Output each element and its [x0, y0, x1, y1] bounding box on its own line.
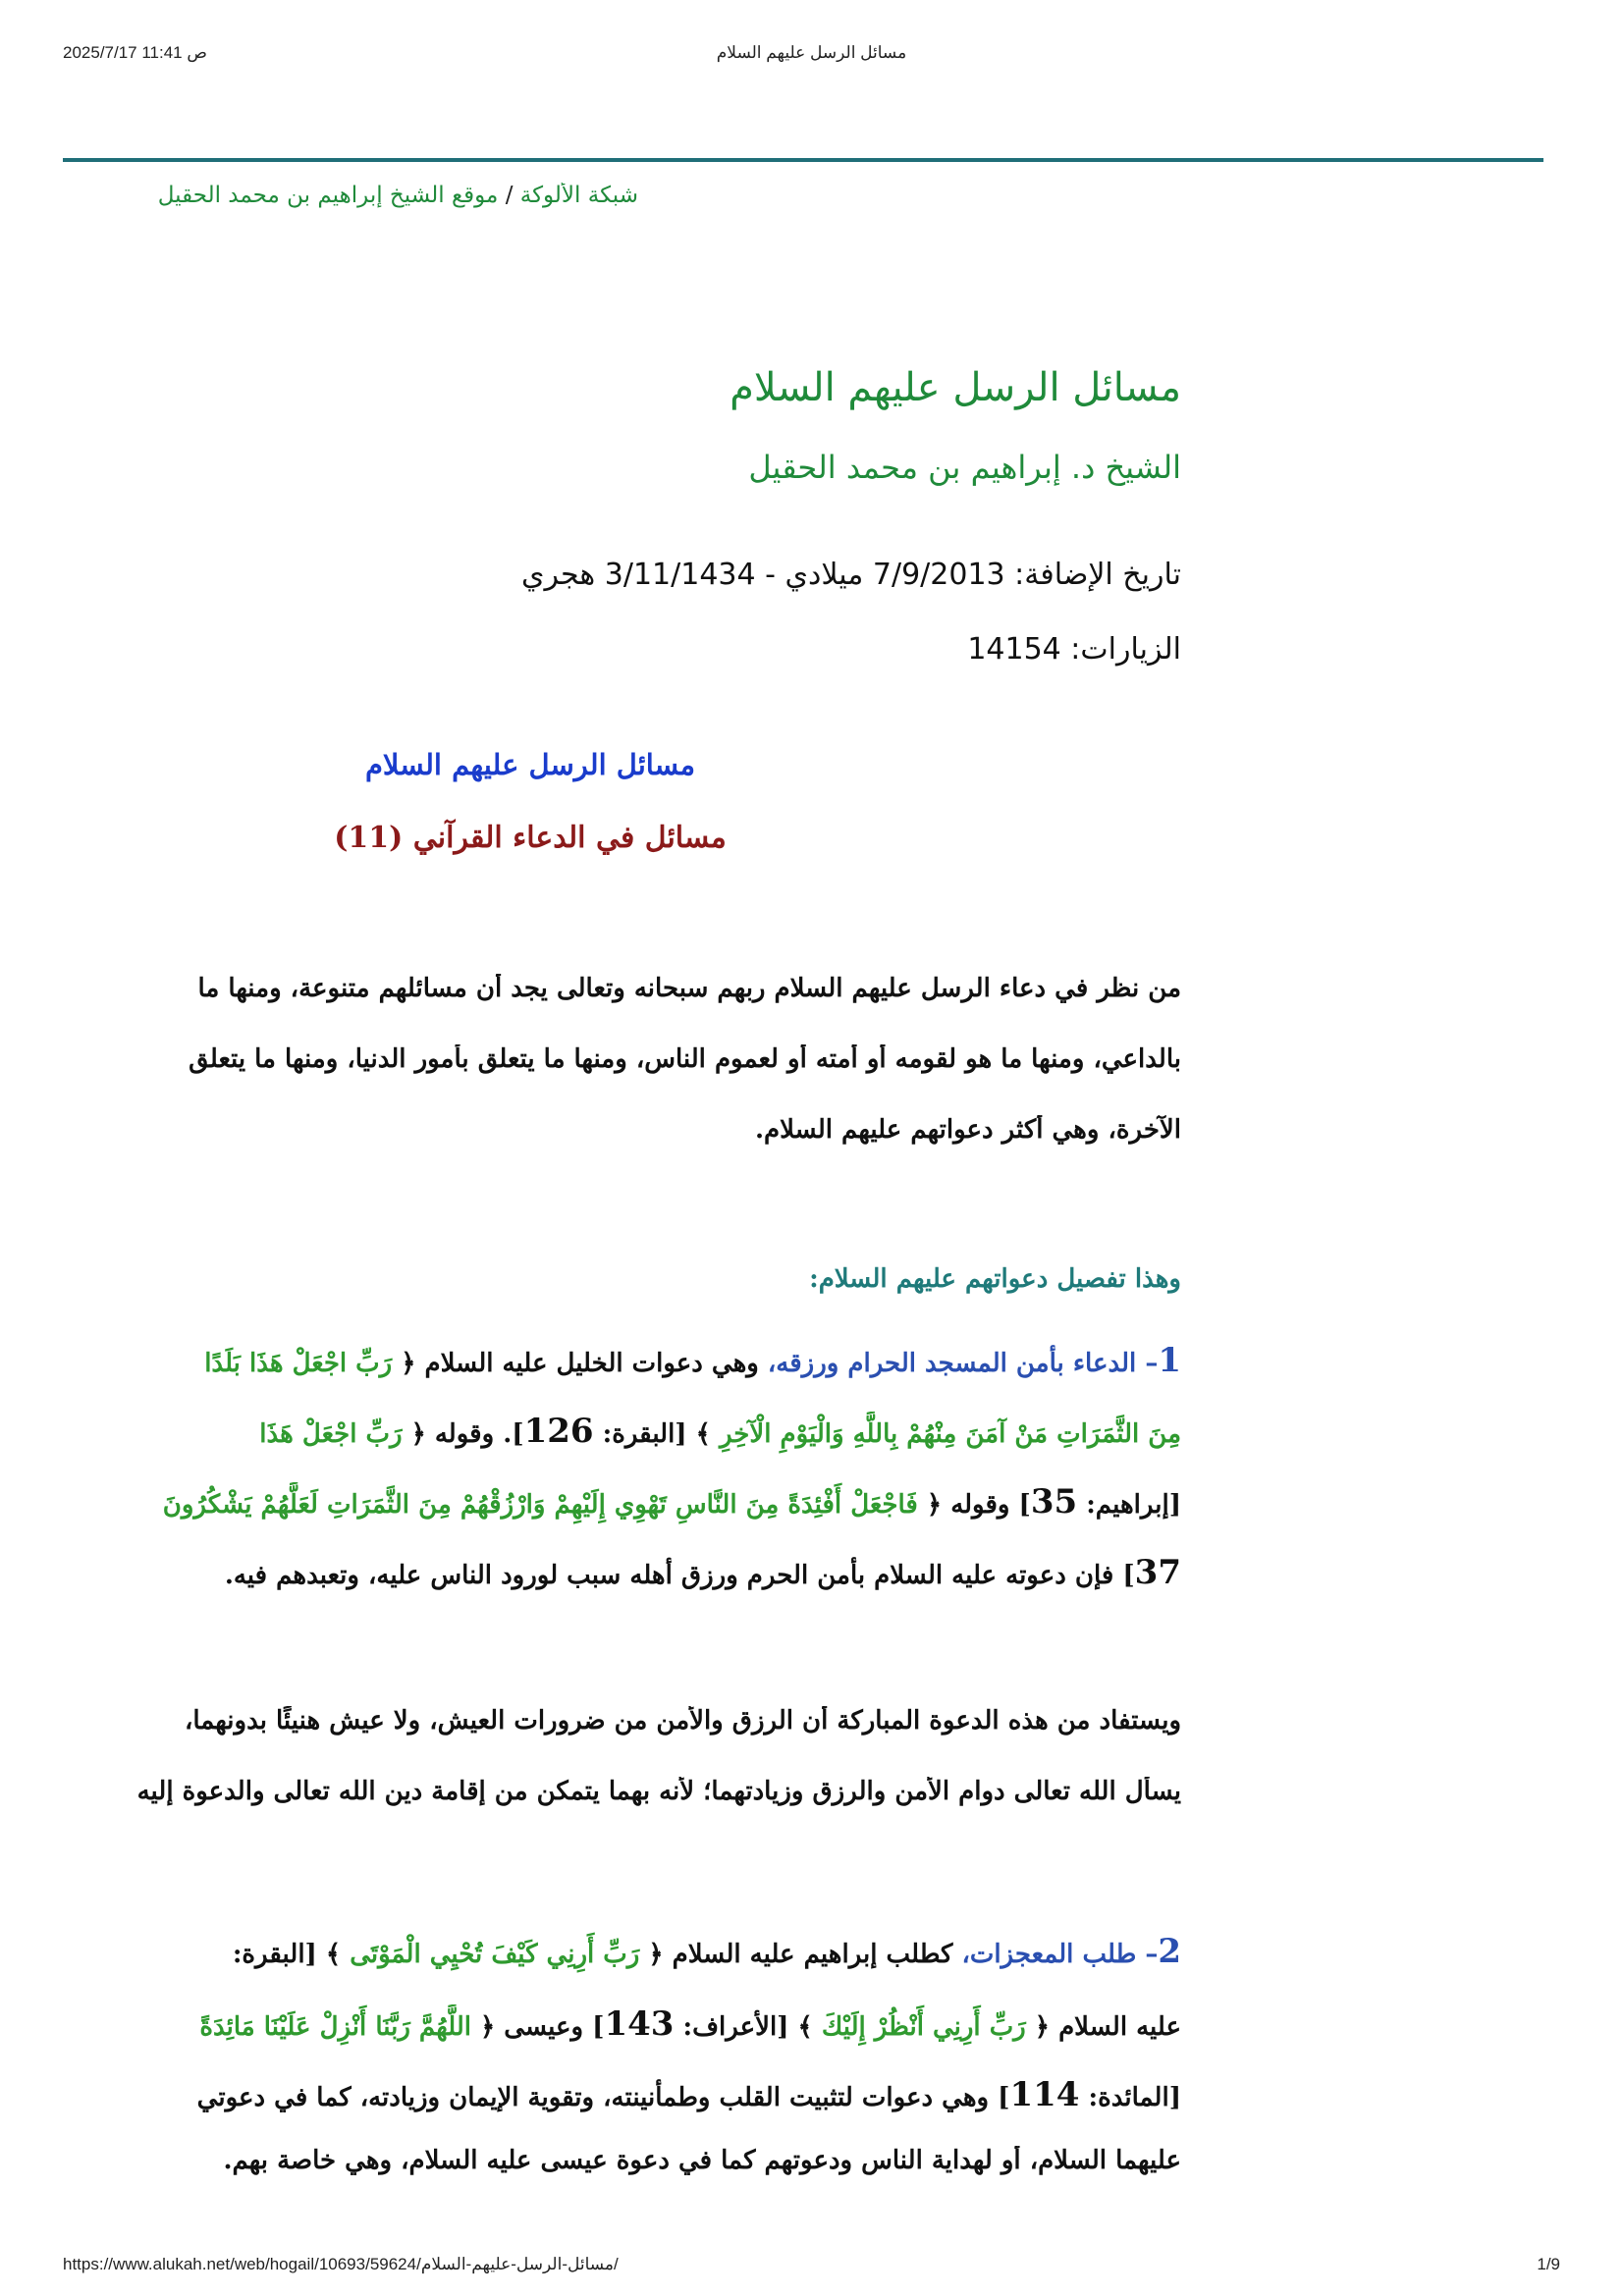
item2-line2: [63, 2004, 1181, 2059]
paragraph-line: من نظر في دعاء الرسل عليهم السلام ربهم سبحانه وتعالى يجد أن مسائلهم متنوعة، ومنها ما: [197, 974, 1181, 1003]
item2-line4: عليهما السلام، أو لهداية الناس ودعوتهم كما في دعوة عيسى عليه السلام، وهي خاصة بهم.: [223, 2146, 1181, 2175]
verse-number: 114: [1009, 2075, 1080, 2114]
item2-line1: [63, 1932, 1181, 1987]
item2-text: عليه السلام ﴿: [1025, 2012, 1181, 2042]
quran-verse: رَبِّ اجْعَلْ هَذَا بَلَدًا: [204, 1349, 393, 1378]
verse-number: 37: [1134, 1553, 1181, 1592]
article-author-link[interactable]: الشيخ د. إبراهيم بن محمد الحقيل: [748, 449, 1181, 486]
breadcrumb-site-link[interactable]: شبكة الألوكة: [519, 183, 638, 208]
item1-line4: [63, 1553, 1181, 1608]
quran-verse: رَبِّ أَرِنِي كَيْفَ تُحْيِي الْمَوْتَى: [350, 1940, 640, 1969]
item2-number: 2: [1158, 1932, 1181, 1971]
item2-text: ] وعيسى ﴿: [470, 2012, 605, 2042]
item1-line2: [63, 1412, 1181, 1467]
item1-text: ] وقوله ﴿: [917, 1490, 1031, 1520]
verse-number: 35: [1030, 1482, 1078, 1522]
series-subtitle: مسائل في الدعاء القرآني (11): [334, 821, 727, 855]
article-date: تاريخ الإضافة: 7/9/2013 ميلادي - 3/11/1434 هجري: [521, 558, 1181, 592]
verse-reference: ﴾ [البقرة:: [593, 1419, 720, 1449]
paragraph-line: الآخرة، وهي أكثر دعواتهم عليهم السلام.: [754, 1115, 1181, 1145]
item1-line1: [63, 1341, 1181, 1396]
paragraph-line: ويستفاد من هذه الدعوة المباركة أن الرزق والأمن من ضرورات العيش، ولا عيش هنيئًا بدونهما،: [184, 1706, 1181, 1735]
breadcrumb-separator: /: [498, 183, 520, 208]
item2-text: كطلب إبراهيم عليه السلام ﴿: [639, 1940, 962, 1969]
print-page-number: 1/9: [1537, 2255, 1560, 2273]
print-footer-url: https://www.alukah.net/web/hogail/10693/59624/مسائل-الرسل-عليهم-السلام/: [63, 2255, 619, 2273]
item2-text: ] وهي دعوات لتثبيت القلب وطمأنينته، وتقوية الإيمان وزيادته، كما في دعوتي: [196, 2083, 1010, 2112]
quran-verse: مِنَ الثَّمَرَاتِ مَنْ آمَنَ مِنْهُمْ بِاللَّهِ وَالْيَوْمِ الْآخِرِ: [719, 1419, 1181, 1449]
item1-text: ] فإن دعوته عليه السلام بأمن الحرم ورزق أهله سبب لورود الناس عليه، وتعبدهم فيه.: [224, 1561, 1135, 1590]
item2-label: – طلب المعجزات،: [961, 1940, 1159, 1969]
quran-verse: رَبِّ اجْعَلْ هَذَا: [259, 1419, 403, 1449]
quran-verse: فَاجْعَلْ أَفْئِدَةً مِنَ النَّاسِ تَهْوِي إِلَيْهِمْ وَارْزُقْهُمْ مِنَ الثَّمَرَاتِ لَعَلَّهُمْ يَشْكُرُونَ: [162, 1490, 918, 1520]
paragraph-line: بالداعي، ومنها ما هو لقومه أو أمته أو لعموم الناس، ومنها ما يتعلق بأمور الدنيا، ومنها ما يتعلق: [189, 1044, 1181, 1074]
item1-line3: [63, 1482, 1181, 1537]
item1-number: 1: [1158, 1341, 1181, 1380]
item1-label: – الدعاء بأمن المسجد الحرام ورزقه،: [767, 1349, 1159, 1378]
quran-verse: اللَّهُمَّ رَبَّنَا أَنْزِلْ عَلَيْنَا مَائِدَةً: [199, 2012, 471, 2042]
print-page-title: مسائل الرسل عليهم السلام: [716, 43, 907, 62]
series-title: مسائل الرسل عليهم السلام: [364, 748, 696, 781]
article-visits: الزيارات: 14154: [967, 632, 1181, 667]
verse-number: 143: [604, 2004, 675, 2044]
verse-reference: [المائدة:: [1079, 2083, 1181, 2112]
section-heading: وهذا تفصيل دعواتهم عليهم السلام:: [809, 1264, 1181, 1294]
breadcrumb: [69, 183, 638, 218]
header-divider: [63, 158, 1543, 162]
verse-number: 126: [523, 1412, 594, 1451]
article-title: مسائل الرسل عليهم السلام: [730, 365, 1181, 410]
quran-verse: رَبِّ أَرِنِي أَنْظُرْ إِلَيْكَ: [821, 2012, 1026, 2042]
item1-text: وهي دعوات الخليل عليه السلام ﴿: [392, 1349, 768, 1378]
paragraph-line: يسأل الله تعالى دوام الأمن والرزق وزيادتهما؛ لأنه بهما يتمكن من إقامة دين الله تعالى والدعوة إليه: [136, 1777, 1181, 1806]
verse-reference: [إبراهيم:: [1077, 1490, 1181, 1520]
item2-line3: [63, 2075, 1181, 2130]
item1-text: ]. وقوله ﴿: [402, 1419, 524, 1449]
verse-reference: ﴾ [البقرة:: [232, 1940, 351, 1969]
verse-reference: ﴾ [الأعراف:: [674, 2012, 822, 2042]
print-datetime: 2025/7/17 11:41 ص: [63, 43, 207, 62]
breadcrumb-section-link[interactable]: موقع الشيخ إبراهيم بن محمد الحقيل: [157, 183, 499, 208]
